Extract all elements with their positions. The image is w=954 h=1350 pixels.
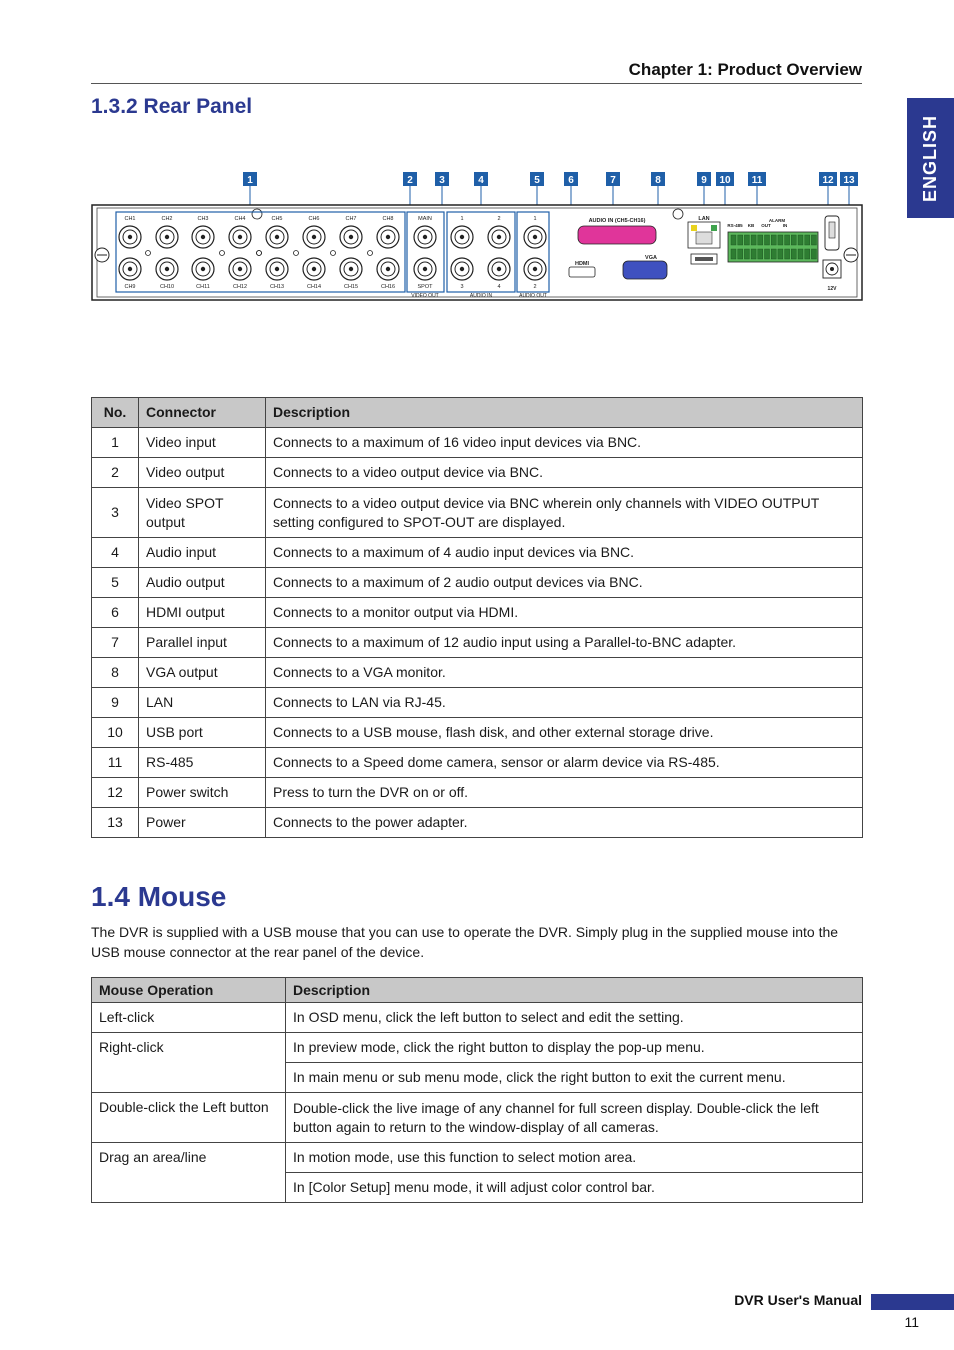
cell-no: 10 [92, 718, 139, 748]
audio-in-label: 2 [497, 216, 501, 222]
parallel-label: AUDIO IN (CH5-CH16) [588, 218, 646, 224]
table-row [92, 568, 863, 598]
cell-description: Connects to a maximum of 2 audio output devices via BNC. [266, 568, 863, 598]
kb-label: KB [747, 223, 755, 228]
audio-in-label: 4 [497, 284, 501, 290]
callout-number: 2 [407, 175, 413, 186]
audio-out-label: 2 [533, 284, 537, 290]
parallel-port [578, 226, 656, 244]
table-row [92, 1003, 863, 1033]
cell-operation: Right-click [92, 1033, 286, 1093]
cell-description: Connects to the power adapter. [266, 808, 863, 838]
rs485-label: RS-485 [727, 223, 743, 228]
cell-connector: Audio input [139, 538, 266, 568]
cell-connector: Video input [139, 428, 266, 458]
table-row [92, 458, 863, 488]
table-row [92, 808, 863, 838]
cell-no: 3 [92, 488, 139, 538]
cell-description: Connects to a video output device via BNC. [266, 458, 863, 488]
callout-number: 10 [719, 175, 731, 186]
table-row [92, 688, 863, 718]
cell-description: In motion mode, use this function to select motion area. [286, 1143, 863, 1173]
channel-label: CH12 [232, 284, 248, 290]
cell-description: Connects to a maximum of 16 video input devices via BNC. [266, 428, 863, 458]
spot-label: SPOT [417, 284, 433, 290]
table-row [92, 628, 863, 658]
video-out-label: VIDEO OUT [411, 293, 439, 299]
cell-connector: HDMI output [139, 598, 266, 628]
cell-no: 1 [92, 428, 139, 458]
table-row [92, 488, 863, 538]
cell-connector: LAN [139, 688, 266, 718]
channel-label: CH15 [343, 284, 359, 290]
callout-number: 8 [655, 175, 661, 186]
callout-number: 12 [822, 175, 834, 186]
channel-label: CH8 [382, 216, 394, 222]
channel-label: CH10 [159, 284, 175, 290]
header-mouse-operation: Mouse Operation [92, 978, 286, 1003]
language-tab-label: ENGLISH [920, 114, 941, 202]
audio-out-group-label: AUDIO OUT [519, 293, 547, 299]
cell-description: Connects to a maximum of 12 audio input using a Parallel-to-BNC adapter. [266, 628, 863, 658]
cell-description: In preview mode, click the right button to display the pop-up menu. [286, 1033, 863, 1063]
table-row [92, 598, 863, 628]
cell-no: 8 [92, 658, 139, 688]
callout-number: 9 [701, 175, 707, 186]
callout-number: 7 [610, 175, 616, 186]
alarm-label: ALARM [768, 218, 786, 223]
rear-panel-heading: 1.3.2 Rear Panel [91, 95, 253, 118]
cell-no: 4 [92, 538, 139, 568]
cell-description: Press to turn the DVR on or off. [266, 778, 863, 808]
header-description: Description [286, 978, 863, 1003]
mouse-table [91, 977, 863, 1203]
callout-number: 5 [534, 175, 540, 186]
lan-label: LAN [698, 216, 710, 222]
cell-no: 2 [92, 458, 139, 488]
cell-description: Connects to LAN via RJ-45. [266, 688, 863, 718]
header-description: Description [266, 398, 863, 428]
header-rule [91, 83, 862, 84]
cell-connector: RS-485 [139, 748, 266, 778]
cell-description: Connects to a VGA monitor. [266, 658, 863, 688]
table-row [92, 538, 863, 568]
cell-connector: VGA output [139, 658, 266, 688]
table-row [92, 778, 863, 808]
cell-no: 13 [92, 808, 139, 838]
cell-description: Connects to a monitor output via HDMI. [266, 598, 863, 628]
cell-connector: Power switch [139, 778, 266, 808]
cell-connector: Video SPOT output [139, 488, 266, 538]
cell-no: 7 [92, 628, 139, 658]
cell-connector: Audio output [139, 568, 266, 598]
main-label: MAIN [418, 216, 432, 222]
rear-panel-diagram [91, 170, 863, 305]
audio-in-label: 3 [460, 284, 464, 290]
alarm-out-label: OUT [761, 223, 771, 228]
channel-label: CH1 [124, 216, 136, 222]
mouse-heading: 1.4 Mouse [91, 881, 227, 912]
alarm-in-label: IN [782, 223, 788, 228]
cell-operation: Left-click [92, 1003, 286, 1033]
cell-description: In main menu or sub menu mode, click the right button to exit the current menu. [286, 1063, 863, 1093]
channel-label: CH3 [197, 216, 209, 222]
cell-connector: Power [139, 808, 266, 838]
cell-no: 9 [92, 688, 139, 718]
vga-port [623, 261, 667, 279]
channel-label: CH13 [269, 284, 285, 290]
chapter-title: Chapter 1: Product Overview [628, 60, 862, 79]
audio-in-label: 1 [460, 216, 464, 222]
table-row [92, 428, 863, 458]
hdmi-port [569, 267, 595, 277]
channel-label: CH11 [196, 284, 210, 290]
channel-label: CH14 [306, 284, 322, 290]
page-number: 11 [904, 1314, 919, 1330]
cell-operation: Drag an area/line [92, 1143, 286, 1203]
cell-description: In OSD menu, click the left button to select and edit the setting. [286, 1003, 863, 1033]
hdmi-label: HDMI [574, 261, 590, 267]
cell-no: 11 [92, 748, 139, 778]
audio-out-label: 1 [533, 216, 537, 222]
mouse-intro: The DVR is supplied with a USB mouse that you can use to operate the DVR. Simply plug in the supplied mouse into the USB mouse connector at the rear panel of the device. [91, 924, 839, 960]
vga-label: VGA [645, 255, 657, 261]
cell-connector: Video output [139, 458, 266, 488]
connector-table [91, 397, 863, 838]
cell-description: Connects to a USB mouse, flash disk, and other external storage drive. [266, 718, 863, 748]
channel-label: CH9 [124, 284, 136, 290]
power-label: 12V [827, 286, 837, 292]
cell-description: Connects to a maximum of 4 audio input devices via BNC. [266, 538, 863, 568]
callout-group [243, 172, 858, 208]
cell-operation: Double-click the Left button [92, 1093, 286, 1143]
channel-label: CH4 [234, 216, 246, 222]
channel-label: CH2 [161, 216, 173, 222]
callout-number: 4 [478, 175, 484, 186]
channel-label: CH7 [345, 216, 357, 222]
footer-title: DVR User's Manual [734, 1292, 862, 1308]
callout-number: 3 [439, 175, 445, 186]
cell-no: 12 [92, 778, 139, 808]
callout-number: 13 [843, 175, 855, 186]
channel-label: CH16 [380, 284, 396, 290]
language-tab [907, 98, 954, 218]
cell-description: Double-click the live image of any channel for full screen display. Double-click the left button again to return to the window-display of all cameras. [286, 1093, 863, 1143]
cell-no: 5 [92, 568, 139, 598]
cell-no: 6 [92, 598, 139, 628]
table-row [92, 718, 863, 748]
table-row [92, 1093, 863, 1143]
audio-in-group-label: AUDIO IN [469, 293, 493, 299]
table-row [92, 658, 863, 688]
table-row [92, 1033, 863, 1063]
channel-label: CH5 [271, 216, 283, 222]
callout-number: 11 [751, 175, 763, 186]
cell-connector: USB port [139, 718, 266, 748]
callout-number: 1 [247, 175, 253, 186]
cell-connector: Parallel input [139, 628, 266, 658]
callout-number: 6 [568, 175, 574, 186]
channel-label: CH6 [308, 216, 320, 222]
cell-description: Connects to a Speed dome camera, sensor or alarm device via RS-485. [266, 748, 863, 778]
table-row [92, 1143, 863, 1173]
cell-description: Connects to a video output device via BNC wherein only channels with VIDEO OUTPUT setting configured to SPOT-OUT are displayed. [266, 488, 863, 538]
header-no: No. [92, 398, 139, 428]
cell-description: In [Color Setup] menu mode, it will adjust color control bar. [286, 1173, 863, 1203]
footer-bar [871, 1294, 954, 1310]
header-connector: Connector [139, 398, 266, 428]
table-row [92, 748, 863, 778]
